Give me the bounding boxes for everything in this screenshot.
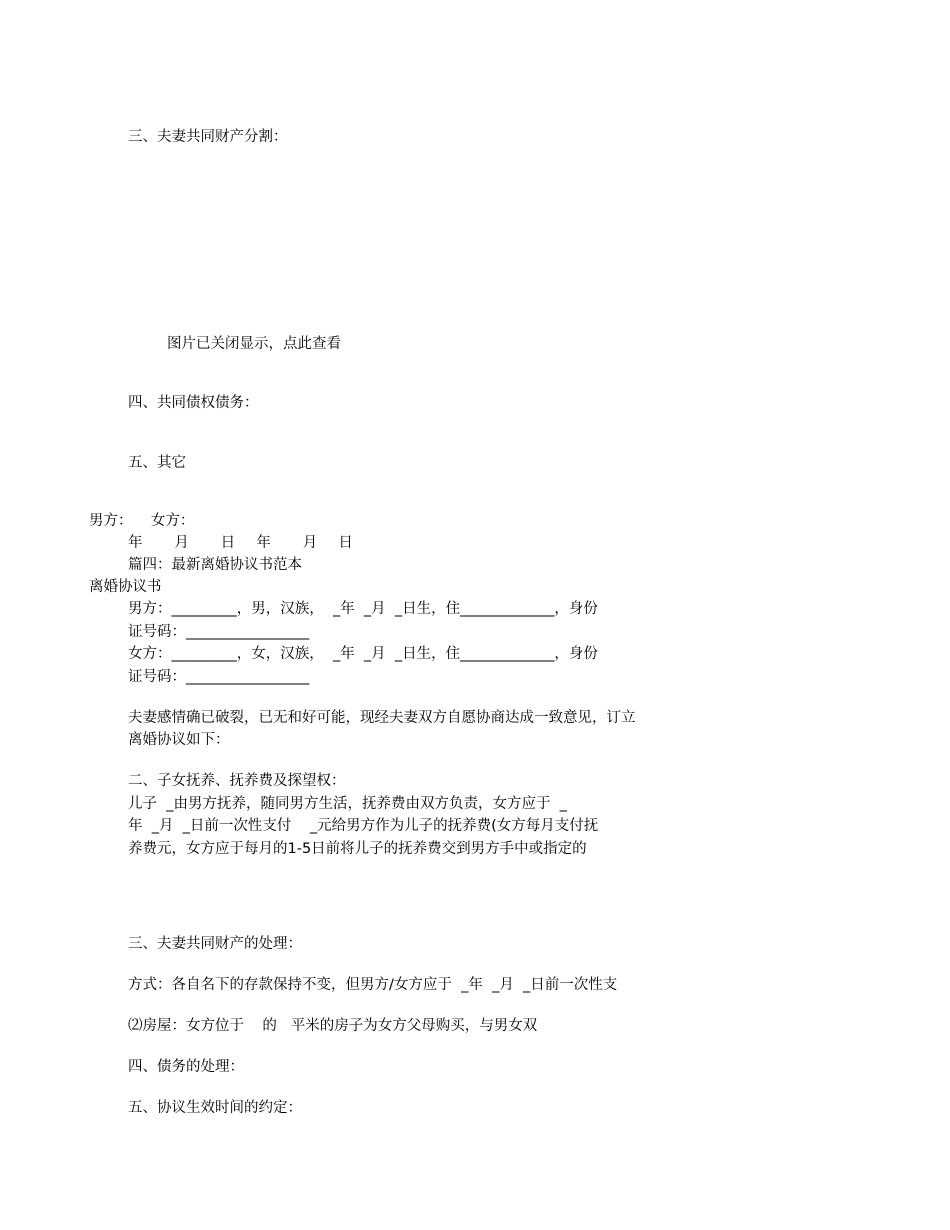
property-line-1: 方式：各自名下的存款保持不变，但男方/女方应于 _年 _月 _日前一次性支 <box>128 977 618 993</box>
signature-line: 男方： 女方： <box>89 513 195 529</box>
male-id-line: 证号码：_________________ <box>128 624 310 640</box>
house-line: ⑵房屋：女方位于 的 平米的房子为女方父母购买，与男女双 <box>128 1018 538 1034</box>
image-placeholder-link[interactable]: 图片已关闭显示，点此查看 <box>167 336 341 352</box>
child-line-3: 养费元，女方应于每月的1-5日前将儿子的抚养费交到男方手中或指定的 <box>128 841 587 857</box>
section-3-heading: 三、夫妻共同财产分割： <box>128 129 288 145</box>
female-party-line: 女方：_________，女，汉族， _年 _月 _日生，住_____________，身份 <box>128 646 598 662</box>
effective-heading: 五、协议生效时间的约定： <box>128 1100 302 1116</box>
agreement-title: 离婚协议书 <box>89 579 162 595</box>
part-4-title: 篇四：最新离婚协议书范本 <box>128 557 302 573</box>
child-line-1: 儿子 _由男方抚养，随同男方生活，抚养费由双方负责，女方应于 _ <box>128 796 567 812</box>
child-heading: 二、子女抚养、抚养费及探望权： <box>128 773 346 789</box>
debt-heading: 四、债务的处理： <box>128 1059 244 1075</box>
intro-line-1: 夫妻感情确已破裂，已无和好可能，现经夫妻双方自愿协商达成一致意见，订立 <box>128 710 636 726</box>
child-line-2: 年 _月 _日前一次性支付 _元给男方作为儿子的抚养费(女方每月支付抚 <box>128 818 599 834</box>
female-id-line: 证号码：_________________ <box>128 669 310 685</box>
male-party-line: 男方：_________，男，汉族， _年 _月 _日生，住_____________，身份 <box>128 601 598 617</box>
section-4-heading: 四、共同债权债务： <box>128 395 259 411</box>
section-5-heading: 五、其它 <box>128 455 186 471</box>
intro-line-2: 离婚协议如下： <box>128 732 230 748</box>
date-line: 年 月 日 年 月 日 <box>128 535 353 551</box>
property-heading: 三、夫妻共同财产的处理： <box>128 936 302 952</box>
